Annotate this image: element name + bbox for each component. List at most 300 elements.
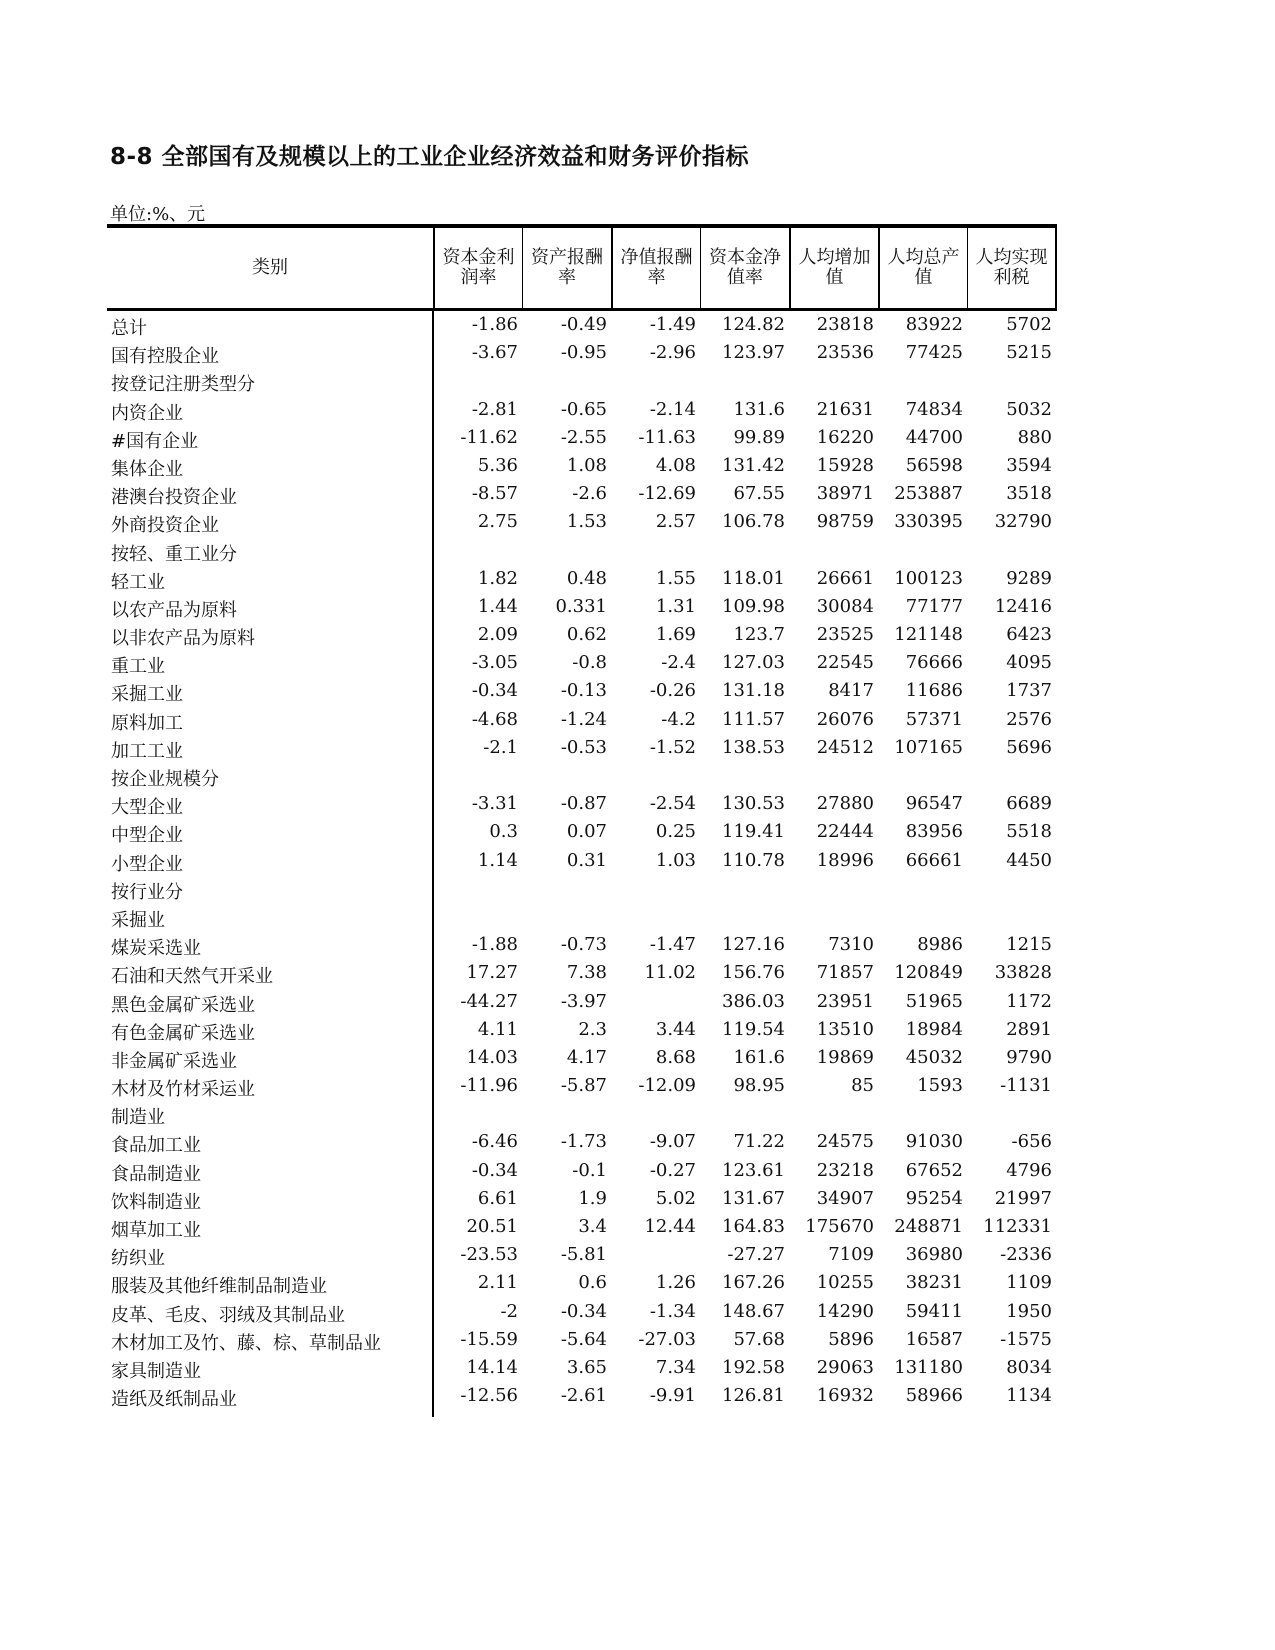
row-label: 非金属矿采选业 [111, 1050, 237, 1072]
cell-value: 111.57 [722, 708, 785, 730]
unit-label: 单位:%、元 [110, 204, 206, 225]
row-label: 制造业 [111, 1107, 165, 1129]
cell-value: 77425 [905, 342, 963, 364]
cell-value: 880 [1017, 426, 1052, 448]
cell-value: -1.34 [649, 1300, 696, 1322]
row-label: 木材及竹材采运业 [111, 1079, 255, 1101]
cell-value: -3.05 [471, 652, 518, 674]
cell-value: -0.34 [560, 1300, 607, 1322]
cell-value: 5215 [1006, 342, 1052, 364]
header-column-4 [789, 228, 878, 308]
cell-value: 4.11 [477, 1018, 518, 1040]
row-label: 家具制造业 [111, 1360, 201, 1382]
cell-value: -3.97 [560, 990, 607, 1012]
cell-value: 5696 [1006, 736, 1052, 758]
cell-value: -1.73 [560, 1131, 607, 1153]
cell-value: 38231 [905, 1272, 963, 1294]
cell-value: -0.73 [560, 934, 607, 956]
cell-value: 330395 [894, 511, 963, 533]
cell-value: 5.02 [655, 1187, 696, 1209]
header-line1: 人均总产 [887, 247, 960, 268]
cell-value: 1.82 [477, 567, 518, 589]
cell-value: -1.49 [649, 314, 696, 335]
row-label: 加工工业 [111, 740, 183, 762]
table-row [107, 621, 1057, 649]
cell-value: -3.31 [471, 793, 518, 815]
row-label: 总计 [111, 318, 147, 339]
cell-value: -5.87 [560, 1075, 607, 1097]
cell-value: -9.07 [649, 1131, 696, 1153]
row-label: 轻工业 [111, 571, 165, 593]
cell-value: -2.81 [471, 398, 518, 420]
cell-value: -1.24 [560, 708, 607, 730]
cell-value: 0.331 [555, 595, 607, 617]
cell-value: 71857 [816, 962, 874, 984]
cell-value: 11.02 [644, 962, 696, 984]
row-label: 烟草加工业 [111, 1220, 201, 1241]
cell-value: 95254 [905, 1187, 963, 1209]
cell-value: -2.61 [560, 1385, 607, 1407]
row-label: 大型企业 [111, 797, 183, 819]
cell-value: 66661 [905, 849, 963, 871]
cell-value: 7.38 [566, 962, 607, 984]
cell-value: -0.65 [560, 398, 607, 420]
header-line1: 人均增加 [798, 247, 871, 268]
cell-value: 386.03 [722, 990, 785, 1012]
cell-value: 100123 [894, 567, 963, 589]
header-column-0 [433, 228, 522, 308]
cell-value: -11.63 [638, 426, 696, 448]
row-label: 原料加工 [111, 712, 183, 734]
cell-value: -11.96 [460, 1075, 518, 1097]
cell-value: 22444 [816, 821, 874, 843]
cell-value: -1.52 [649, 736, 696, 758]
cell-value: -2 [500, 1300, 518, 1322]
row-label: 按登记注册类型分 [111, 374, 255, 396]
cell-value: 138.53 [722, 736, 785, 758]
cell-value: 248871 [894, 1216, 963, 1237]
cell-value: -0.34 [471, 1159, 518, 1181]
table-row [107, 1298, 1057, 1326]
cell-value: 83956 [905, 821, 963, 843]
cell-value: -2.1 [483, 736, 518, 758]
cell-value: -0.87 [560, 793, 607, 815]
data-table [107, 224, 1057, 1410]
cell-value: -1.47 [649, 934, 696, 956]
cell-value: 1.44 [477, 595, 518, 617]
cell-value: 126.81 [722, 1385, 785, 1407]
row-label: 重工业 [111, 656, 165, 678]
header-line1: 资产报酬 [531, 247, 603, 268]
cell-value: 30084 [816, 595, 874, 617]
row-label: 内资企业 [111, 402, 183, 424]
row-label: 国有控股企业 [111, 346, 219, 368]
cell-value: 0.48 [566, 567, 607, 589]
cell-value: 2.11 [477, 1272, 518, 1294]
table-row [107, 818, 1057, 846]
header-line1: 净值报酬 [620, 247, 693, 268]
cell-value: -4.2 [661, 708, 696, 730]
cell-value: 131.67 [722, 1187, 785, 1209]
cell-value: 26076 [816, 708, 874, 730]
cell-value: 12416 [994, 595, 1052, 617]
cell-value: 127.16 [722, 934, 785, 956]
table-row [107, 1269, 1057, 1297]
row-label: 按轻、重工业分 [111, 543, 237, 565]
cell-value: 20.51 [466, 1216, 518, 1237]
header-line2: 率 [558, 267, 576, 288]
cell-value: 3594 [1006, 454, 1052, 476]
cell-value: -0.95 [560, 342, 607, 364]
header-line2: 值 [825, 267, 844, 288]
cell-value: -11.62 [460, 426, 518, 448]
table-row [107, 1241, 1057, 1269]
cell-value: 121148 [894, 624, 963, 646]
cell-value: 130.53 [722, 793, 785, 815]
cell-value: 1.9 [578, 1187, 607, 1209]
cell-value: 1.26 [655, 1272, 696, 1294]
cell-value: 127.03 [722, 652, 785, 674]
cell-value: -0.26 [649, 680, 696, 702]
row-label: 食品制造业 [111, 1163, 201, 1185]
cell-value: 59411 [905, 1300, 963, 1322]
cell-value: 253887 [894, 483, 963, 505]
cell-value: 19869 [816, 1046, 874, 1068]
cell-value: 5702 [1006, 314, 1052, 335]
cell-value: -1131 [1000, 1075, 1052, 1097]
row-label: 中型企业 [111, 825, 183, 847]
table-row [107, 1128, 1057, 1156]
cell-value: 23536 [816, 342, 874, 364]
table-row [107, 565, 1057, 593]
table-row [107, 988, 1057, 1016]
cell-value: 0.31 [566, 849, 607, 871]
row-label: 皮革、毛皮、羽绒及其制品业 [111, 1304, 345, 1326]
table-row [107, 677, 1057, 705]
cell-value: 74834 [905, 398, 963, 420]
cell-value: -12.09 [638, 1075, 696, 1097]
cell-value: 36980 [905, 1244, 963, 1266]
table-header [107, 224, 1057, 311]
cell-value: -27.03 [638, 1328, 696, 1350]
cell-value: 38971 [816, 483, 874, 505]
cell-value: 85 [851, 1075, 874, 1097]
table-row [107, 1100, 1057, 1128]
cell-value: -15.59 [460, 1328, 518, 1350]
cell-value: 1950 [1006, 1300, 1052, 1322]
cell-value: 148.67 [722, 1300, 785, 1322]
cell-value: 0.25 [655, 821, 696, 843]
cell-value: 26661 [816, 567, 874, 589]
cell-value: 118.01 [722, 567, 785, 589]
cell-value: 2.09 [477, 624, 518, 646]
cell-value: 14.14 [466, 1356, 518, 1378]
cell-value: 6689 [1006, 793, 1052, 815]
cell-value: 156.76 [722, 962, 785, 984]
cell-value: -6.46 [471, 1131, 518, 1153]
cell-value: 175670 [805, 1216, 874, 1237]
cell-value: 112331 [983, 1216, 1052, 1237]
header-line2: 润率 [460, 267, 497, 288]
cell-value: 45032 [905, 1046, 963, 1068]
cell-value: 109.98 [722, 595, 785, 617]
table-row [107, 311, 1057, 339]
cell-value: 8034 [1006, 1356, 1052, 1378]
row-label: 纺织业 [111, 1248, 165, 1270]
cell-value: 124.82 [722, 314, 785, 335]
cell-value: 131180 [894, 1356, 963, 1378]
table-row [107, 1044, 1057, 1072]
cell-value: 167.26 [722, 1272, 785, 1294]
header-line2: 值 [914, 267, 933, 288]
row-label: 集体企业 [111, 458, 183, 480]
cell-value: 1593 [917, 1075, 963, 1097]
cell-value: 192.58 [722, 1356, 785, 1378]
header-category: 类别 [252, 257, 288, 278]
cell-value: -12.56 [460, 1385, 518, 1407]
row-label: 采掘业 [111, 909, 165, 931]
cell-value: 110.78 [722, 849, 785, 871]
row-label: 按企业规模分 [111, 769, 219, 790]
table-row [107, 1016, 1057, 1044]
cell-value: 98759 [816, 511, 874, 533]
table-row [107, 931, 1057, 959]
table-row [107, 1354, 1057, 1382]
cell-value: 21631 [816, 398, 874, 420]
cell-value: 131.42 [722, 454, 785, 476]
table-row [107, 762, 1057, 790]
cell-value: 77177 [905, 595, 963, 617]
cell-value: 14290 [816, 1300, 874, 1322]
cell-value: 2891 [1006, 1018, 1052, 1040]
cell-value: 4095 [1006, 652, 1052, 674]
cell-value: 119.41 [722, 821, 785, 843]
cell-value: 0.6 [578, 1272, 607, 1294]
table-body [107, 311, 1057, 1410]
row-label: 按行业分 [111, 881, 183, 903]
cell-value: 23525 [816, 624, 874, 646]
table-row [107, 537, 1057, 565]
header-column-3 [700, 228, 789, 308]
cell-value: -2.6 [572, 483, 607, 505]
cell-value: 123.7 [733, 624, 785, 646]
cell-value: 1737 [1006, 680, 1052, 702]
cell-value: 24512 [816, 736, 874, 758]
cell-value: 4796 [1006, 1159, 1052, 1181]
cell-value: 13510 [816, 1018, 874, 1040]
cell-value: 1.08 [566, 454, 607, 476]
table-row [107, 424, 1057, 452]
cell-value: 2576 [1006, 708, 1052, 730]
cell-value: 7.34 [655, 1356, 696, 1378]
cell-value: -2336 [1000, 1244, 1052, 1266]
cell-value: -2.96 [649, 342, 696, 364]
row-label: 小型企业 [111, 853, 183, 875]
cell-value: -23.53 [460, 1244, 518, 1266]
cell-value: -9.91 [649, 1385, 696, 1407]
cell-value: 1.53 [566, 511, 607, 533]
header-line2: 率 [647, 267, 666, 288]
row-label: 外商投资企业 [111, 515, 219, 537]
cell-value: 91030 [905, 1131, 963, 1153]
cell-value: 106.78 [722, 511, 785, 533]
cell-value: 17.27 [466, 962, 518, 984]
cell-value: -3.67 [471, 342, 518, 364]
cell-value: 4450 [1006, 849, 1052, 871]
cell-value: 11686 [905, 680, 963, 702]
cell-value: 8417 [828, 680, 874, 702]
cell-value: 29063 [816, 1356, 874, 1378]
cell-value: -5.64 [560, 1328, 607, 1350]
row-label: 服装及其他纤维制品制造业 [111, 1276, 327, 1298]
cell-value: 18984 [905, 1018, 963, 1040]
cell-value: 0.07 [566, 821, 607, 843]
cell-value: 5896 [828, 1328, 874, 1350]
row-label: 以农产品为原料 [111, 599, 237, 621]
table-row [107, 1213, 1057, 1241]
cell-value: 96547 [905, 793, 963, 815]
cell-value: 1109 [1006, 1272, 1052, 1294]
table-row [107, 452, 1057, 480]
table-row [107, 1185, 1057, 1213]
cell-value: 4.08 [655, 454, 696, 476]
cell-value: -1.88 [471, 934, 518, 956]
cell-value: 67652 [905, 1159, 963, 1181]
cell-value: 22545 [816, 652, 874, 674]
row-label: 饮料制造业 [111, 1191, 201, 1213]
cell-value: 8.68 [655, 1046, 696, 1068]
cell-value: 0.62 [566, 624, 607, 646]
cell-value: 9790 [1006, 1046, 1052, 1068]
cell-value: 14.03 [466, 1046, 518, 1068]
table-row [107, 959, 1057, 987]
cell-value: -0.13 [560, 680, 607, 702]
row-label: 造纸及纸制品业 [111, 1389, 237, 1411]
table-row [107, 790, 1057, 818]
header-line2: 利税 [993, 267, 1030, 288]
header-column-2 [611, 228, 700, 308]
cell-value: 57371 [905, 708, 963, 730]
table-row [107, 367, 1057, 395]
cell-value: 2.75 [477, 511, 518, 533]
cell-value: 5.36 [477, 454, 518, 476]
cell-value: 15928 [816, 454, 874, 476]
cell-value: 51965 [905, 990, 963, 1012]
cell-value: -2.54 [649, 793, 696, 815]
cell-value: 16932 [816, 1385, 874, 1407]
cell-value: 23951 [816, 990, 874, 1012]
cell-value: 23818 [816, 314, 874, 335]
cell-value: 3518 [1006, 483, 1052, 505]
cell-value: 27880 [816, 793, 874, 815]
row-label: 黑色金属矿采选业 [111, 994, 255, 1016]
cell-value: -2.14 [649, 398, 696, 420]
cell-value: 3.44 [655, 1018, 696, 1040]
cell-value: 67.55 [733, 483, 785, 505]
cell-value: -5.81 [560, 1244, 607, 1266]
cell-value: 2.3 [578, 1018, 607, 1040]
cell-value: 99.89 [733, 426, 785, 448]
cell-value: 119.54 [722, 1018, 785, 1040]
cell-value: 2.57 [655, 511, 696, 533]
cell-value: -2.4 [661, 652, 696, 674]
table-row [107, 593, 1057, 621]
cell-value: -12.69 [638, 483, 696, 505]
cell-value: -4.68 [471, 708, 518, 730]
cell-value: -0.34 [471, 680, 518, 702]
cell-value: 56598 [905, 454, 963, 476]
header-column-6 [967, 228, 1057, 308]
cell-value: -0.8 [572, 652, 607, 674]
cell-value: 1.69 [655, 624, 696, 646]
cell-value: 3.65 [566, 1356, 607, 1378]
cell-value: 1.55 [655, 567, 696, 589]
cell-value: 1.03 [655, 849, 696, 871]
cell-value: 10255 [816, 1272, 874, 1294]
header-line1: 人均实现 [975, 247, 1048, 268]
table-row [107, 1326, 1057, 1354]
cell-value: 98.95 [733, 1075, 785, 1097]
cell-value: 5518 [1006, 821, 1052, 843]
cell-value: -2.55 [560, 426, 607, 448]
cell-value: -8.57 [471, 483, 518, 505]
cell-value: 6423 [1006, 624, 1052, 646]
table-row [107, 396, 1057, 424]
cell-value: -44.27 [460, 990, 518, 1012]
cell-value: 123.97 [722, 342, 785, 364]
cell-value: -0.1 [572, 1159, 607, 1181]
row-label: 采掘工业 [111, 684, 183, 706]
cell-value: 0.3 [489, 821, 518, 843]
table-row [107, 1072, 1057, 1100]
cell-value: 33828 [994, 962, 1052, 984]
row-label: 煤炭采选业 [111, 938, 201, 960]
cell-value: 18996 [816, 849, 874, 871]
cell-value: 24575 [816, 1131, 874, 1153]
row-label: 以非农产品为原料 [111, 628, 255, 650]
header-line1: 资本金利 [442, 247, 515, 268]
cell-value: -27.27 [727, 1244, 785, 1266]
row-label: 食品加工业 [111, 1135, 201, 1157]
cell-value: 23218 [816, 1159, 874, 1181]
table-row [107, 1157, 1057, 1185]
cell-value: 32790 [994, 511, 1052, 533]
cell-value: 5032 [1006, 398, 1052, 420]
table-row [107, 903, 1057, 931]
cell-value: 1134 [1006, 1385, 1052, 1407]
cell-value: 120849 [894, 962, 963, 984]
cell-value: 12.44 [644, 1216, 696, 1237]
cell-value: 9289 [1006, 567, 1052, 589]
cell-value: 16587 [905, 1328, 963, 1350]
cell-value: -1.86 [471, 314, 518, 335]
cell-value: 107165 [894, 736, 963, 758]
row-label: #国有企业 [111, 430, 199, 452]
row-label: 木材加工及竹、藤、棕、草制品业 [111, 1332, 381, 1354]
table-row [107, 734, 1057, 762]
cell-value: 161.6 [733, 1046, 785, 1068]
cell-value: 1215 [1006, 934, 1052, 956]
cell-value: 16220 [816, 426, 874, 448]
cell-value: 6.61 [477, 1187, 518, 1209]
cell-value: 7310 [828, 934, 874, 956]
table-row [107, 649, 1057, 677]
cell-value: 1.31 [655, 595, 696, 617]
cell-value: 71.22 [733, 1131, 785, 1153]
table-row [107, 875, 1057, 903]
cell-value: 164.83 [722, 1216, 785, 1237]
table-row [107, 480, 1057, 508]
